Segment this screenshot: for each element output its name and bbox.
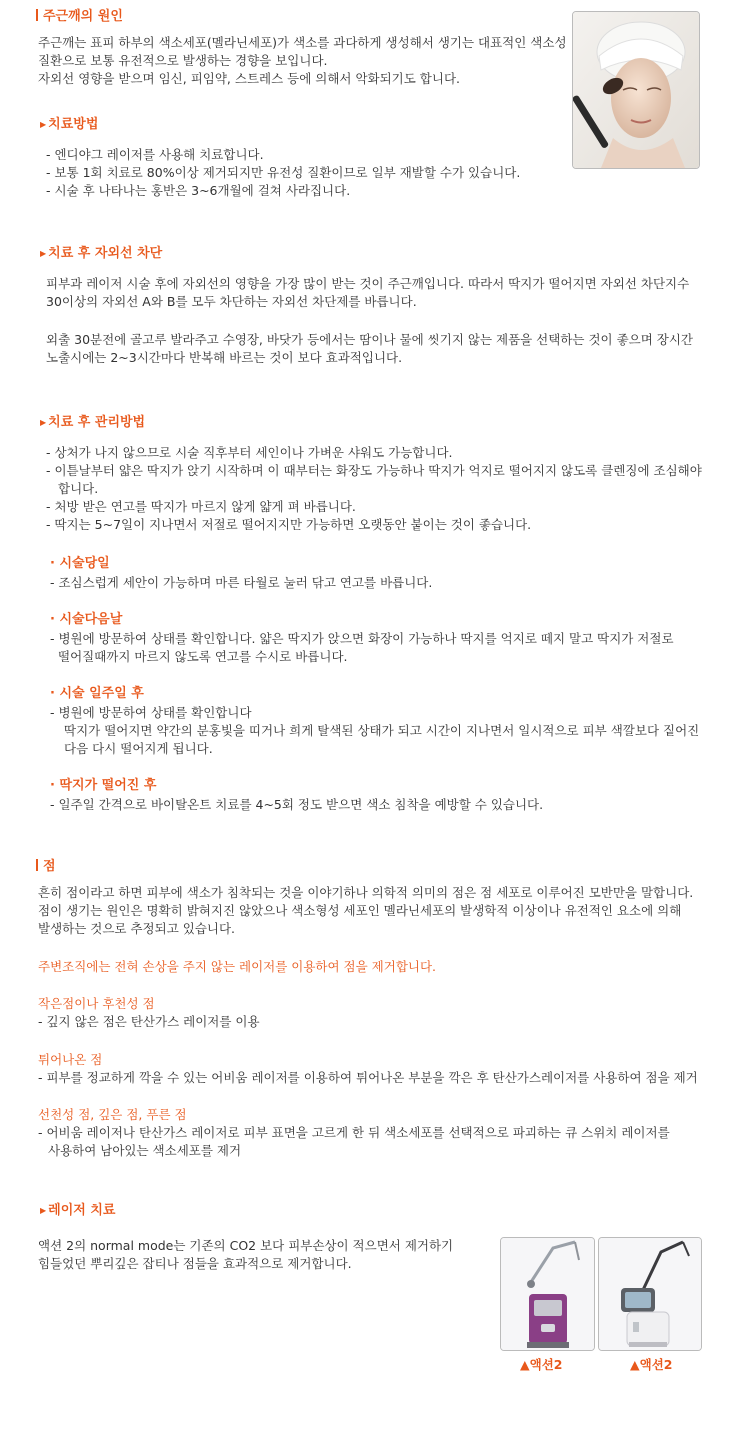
one-week-text bbox=[50, 704, 699, 758]
section-title-mole: 점 bbox=[36, 858, 56, 876]
section-title-text: 치료 후 자외선 차단 bbox=[48, 246, 163, 261]
list-item: - 일주일 간격으로 바이탈온트 치료를 4~5회 정도 받으면 색소 침착을 예방할 수 있습니다. bbox=[50, 797, 544, 812]
text-line: 외출 30분전에 골고루 발라주고 수영장, 바닷가 등에서는 땀이나 물에 씻기지 않는 제품을 선택하는 것이 좋으며 장시간 bbox=[46, 332, 694, 347]
aftercare-list bbox=[46, 444, 702, 534]
mole-highlight-text bbox=[38, 958, 436, 976]
uv-protection-text bbox=[46, 275, 689, 311]
list-item: - 엔디야그 레이저를 사용해 치료합니다. bbox=[46, 147, 264, 162]
text-line: 액션 2의 normal mode는 기존의 CO2 보다 피부손상이 적으면서 제거하기 bbox=[38, 1238, 454, 1253]
section-title-text: 치료 후 관리방법 bbox=[48, 415, 146, 430]
text-line: 피부과 레이저 시술 후에 자외선의 영향을 가장 많이 받는 것이 주근깨입니다. 따라서 딱지가 떨어지면 자외선 차단지수 bbox=[46, 276, 690, 291]
triangle-icon: ▶ bbox=[40, 418, 47, 427]
subtitle-after-scab: · 딱지가 떨어진 후 bbox=[50, 778, 157, 793]
highlight-line: 주변조직에는 전혀 손상을 주지 않는 레이저를 이용하여 점을 제거합니다. bbox=[38, 959, 437, 974]
triangle-icon: ▶ bbox=[40, 1206, 47, 1215]
text-line: 흔히 점이라고 하면 피부에 색소가 침착되는 것을 이야기하나 의학적 의미의 점은 점 세포로 이루어진 모반만을 말합니다. bbox=[38, 885, 694, 900]
next-day-text bbox=[50, 630, 674, 666]
text-line: 발생하는 것으로 추정되고 있습니다. bbox=[38, 921, 236, 936]
list-item: - 깊지 않은 점은 탄산가스 레이저를 이용 bbox=[38, 1014, 260, 1029]
list-item: - 이튿날부터 얇은 딱지가 앉기 시작하며 이 때부터는 화장도 가능하나 딱지가 억지로 떨어지지 않도록 클렌징에 조심해야 bbox=[46, 463, 702, 478]
freckle-cause-text bbox=[38, 34, 567, 88]
list-item: - 상처가 나지 않으므로 시술 직후부터 세인이나 가벼운 샤워도 가능합니다. bbox=[46, 445, 453, 460]
text-line: 노출시에는 2~3시간마다 반복해 바르는 것이 보다 효과적입니다. bbox=[46, 350, 403, 365]
triangle-icon: ▶ bbox=[40, 249, 47, 258]
list-item: 딱지가 떨어지면 약간의 분홍빛을 띠거나 희게 탈색된 상태가 되고 시간이 지나면서 일시적으로 피부 색깔보다 짙어진 bbox=[64, 723, 700, 738]
mole-intro-text bbox=[38, 884, 693, 938]
after-scab-text bbox=[50, 796, 543, 814]
section-title-text: 레이저 치료 bbox=[48, 1203, 116, 1218]
section-title-uv-protection bbox=[40, 245, 162, 263]
subtitle-deep-mole: 선천성 점, 깊은 점, 푸른 점 bbox=[38, 1107, 187, 1122]
deep-mole-block bbox=[38, 1106, 670, 1160]
text-line: 힘들었던 뿌리깊은 잡티나 점들을 효과적으로 제거합니다. bbox=[38, 1256, 352, 1271]
small-mole-block bbox=[38, 995, 260, 1031]
laser-machine-photo-1 bbox=[500, 1237, 595, 1351]
caption-action2-right: ▲액션2 bbox=[630, 1357, 673, 1372]
list-item: 떨어질때까지 마르지 않도록 연고를 수시로 바릅니다. bbox=[58, 649, 348, 664]
list-item: - 보통 1회 치료로 80%이상 제거되지만 유전성 질환이므로 일부 재발할 수가 있습니다. bbox=[46, 165, 521, 180]
list-item: - 병원에 방문하여 상태를 확인합니다 bbox=[50, 705, 252, 720]
list-item: 다음 다시 떨어지게 됩니다. bbox=[64, 741, 213, 756]
text-line: 주근깨는 표피 하부의 색소세포(멜라닌세포)가 색소를 과다하게 생성해서 생기는 대표적인 색소성 bbox=[38, 35, 567, 50]
triangle-icon: ▶ bbox=[40, 120, 47, 129]
uv-protection-text-2 bbox=[46, 331, 693, 367]
section-title-treatment bbox=[40, 116, 98, 134]
section-title-laser bbox=[40, 1202, 115, 1220]
laser-text bbox=[38, 1237, 453, 1273]
same-day-text bbox=[50, 574, 432, 592]
list-item: - 처방 받은 연고를 딱지가 마르지 않게 얇게 펴 바릅니다. bbox=[46, 499, 356, 514]
caption-action2-left: ▲액션2 bbox=[520, 1357, 563, 1372]
subtitle-small-mole: 작은점이나 후천성 점 bbox=[38, 996, 155, 1011]
text-line: 자외선 영향을 받으며 임신, 피임약, 스트레스 등에 의해서 악화되기도 합니다. bbox=[38, 71, 461, 86]
list-item: - 딱지는 5~7일이 지나면서 저절로 떨어지지만 가능하면 오랫동안 붙이는 것이 좋습니다. bbox=[46, 517, 532, 532]
subtitle-one-week: · 시술 일주일 후 bbox=[50, 686, 144, 701]
text-line: 질환으로 보통 유전적으로 발생하는 경향을 보입니다. bbox=[38, 53, 328, 68]
list-item: - 피부를 정교하게 깍을 수 있는 어비움 레이저를 이용하여 튀어나온 부분을 깍은 후 탄산가스레이저를 사용하여 점을 제거 bbox=[38, 1070, 698, 1085]
list-item: 사용하여 남아있는 색소세포를 제거 bbox=[48, 1143, 242, 1158]
skincare-woman-photo bbox=[572, 11, 700, 169]
subtitle-raised-mole: 튀어나온 점 bbox=[38, 1052, 103, 1067]
list-item: - 조심스럽게 세안이 가능하며 마른 타월로 눌러 닦고 연고를 바릅니다. bbox=[50, 575, 433, 590]
section-title-aftercare bbox=[40, 414, 145, 432]
laser-machine-photo-2 bbox=[598, 1237, 702, 1351]
list-item: 합니다. bbox=[58, 481, 99, 496]
subtitle-next-day: · 시술다음날 bbox=[50, 612, 123, 627]
list-item: - 시술 후 나타나는 홍반은 3~6개월에 걸쳐 사라집니다. bbox=[46, 183, 351, 198]
section-title-freckle-cause: 주근깨의 원인 bbox=[36, 8, 123, 26]
subtitle-same-day: · 시술당일 bbox=[50, 556, 110, 571]
list-item: - 병원에 방문하여 상태를 확인합니다. 얇은 딱지가 앉으면 화장이 가능하나 딱지를 억지로 떼지 말고 딱지가 저절로 bbox=[50, 631, 674, 646]
list-item: - 어비움 레이저나 탄산가스 레이저로 피부 표면을 고르게 한 뒤 색소세포를 선택적으로 파괴하는 큐 스위치 레이저를 bbox=[38, 1125, 670, 1140]
raised-mole-block bbox=[38, 1051, 698, 1087]
section-title-text: 치료방법 bbox=[48, 117, 99, 132]
treatment-list bbox=[46, 146, 520, 200]
text-line: 30이상의 자외선 A와 B를 모두 차단하는 자외선 차단제를 바릅니다. bbox=[46, 294, 417, 309]
text-line: 점이 생기는 원인은 명확히 밝혀지진 않았으나 색소형성 세포인 멜라닌세포의 발생학적 이상이나 유전적인 요소에 의해 bbox=[38, 903, 682, 918]
